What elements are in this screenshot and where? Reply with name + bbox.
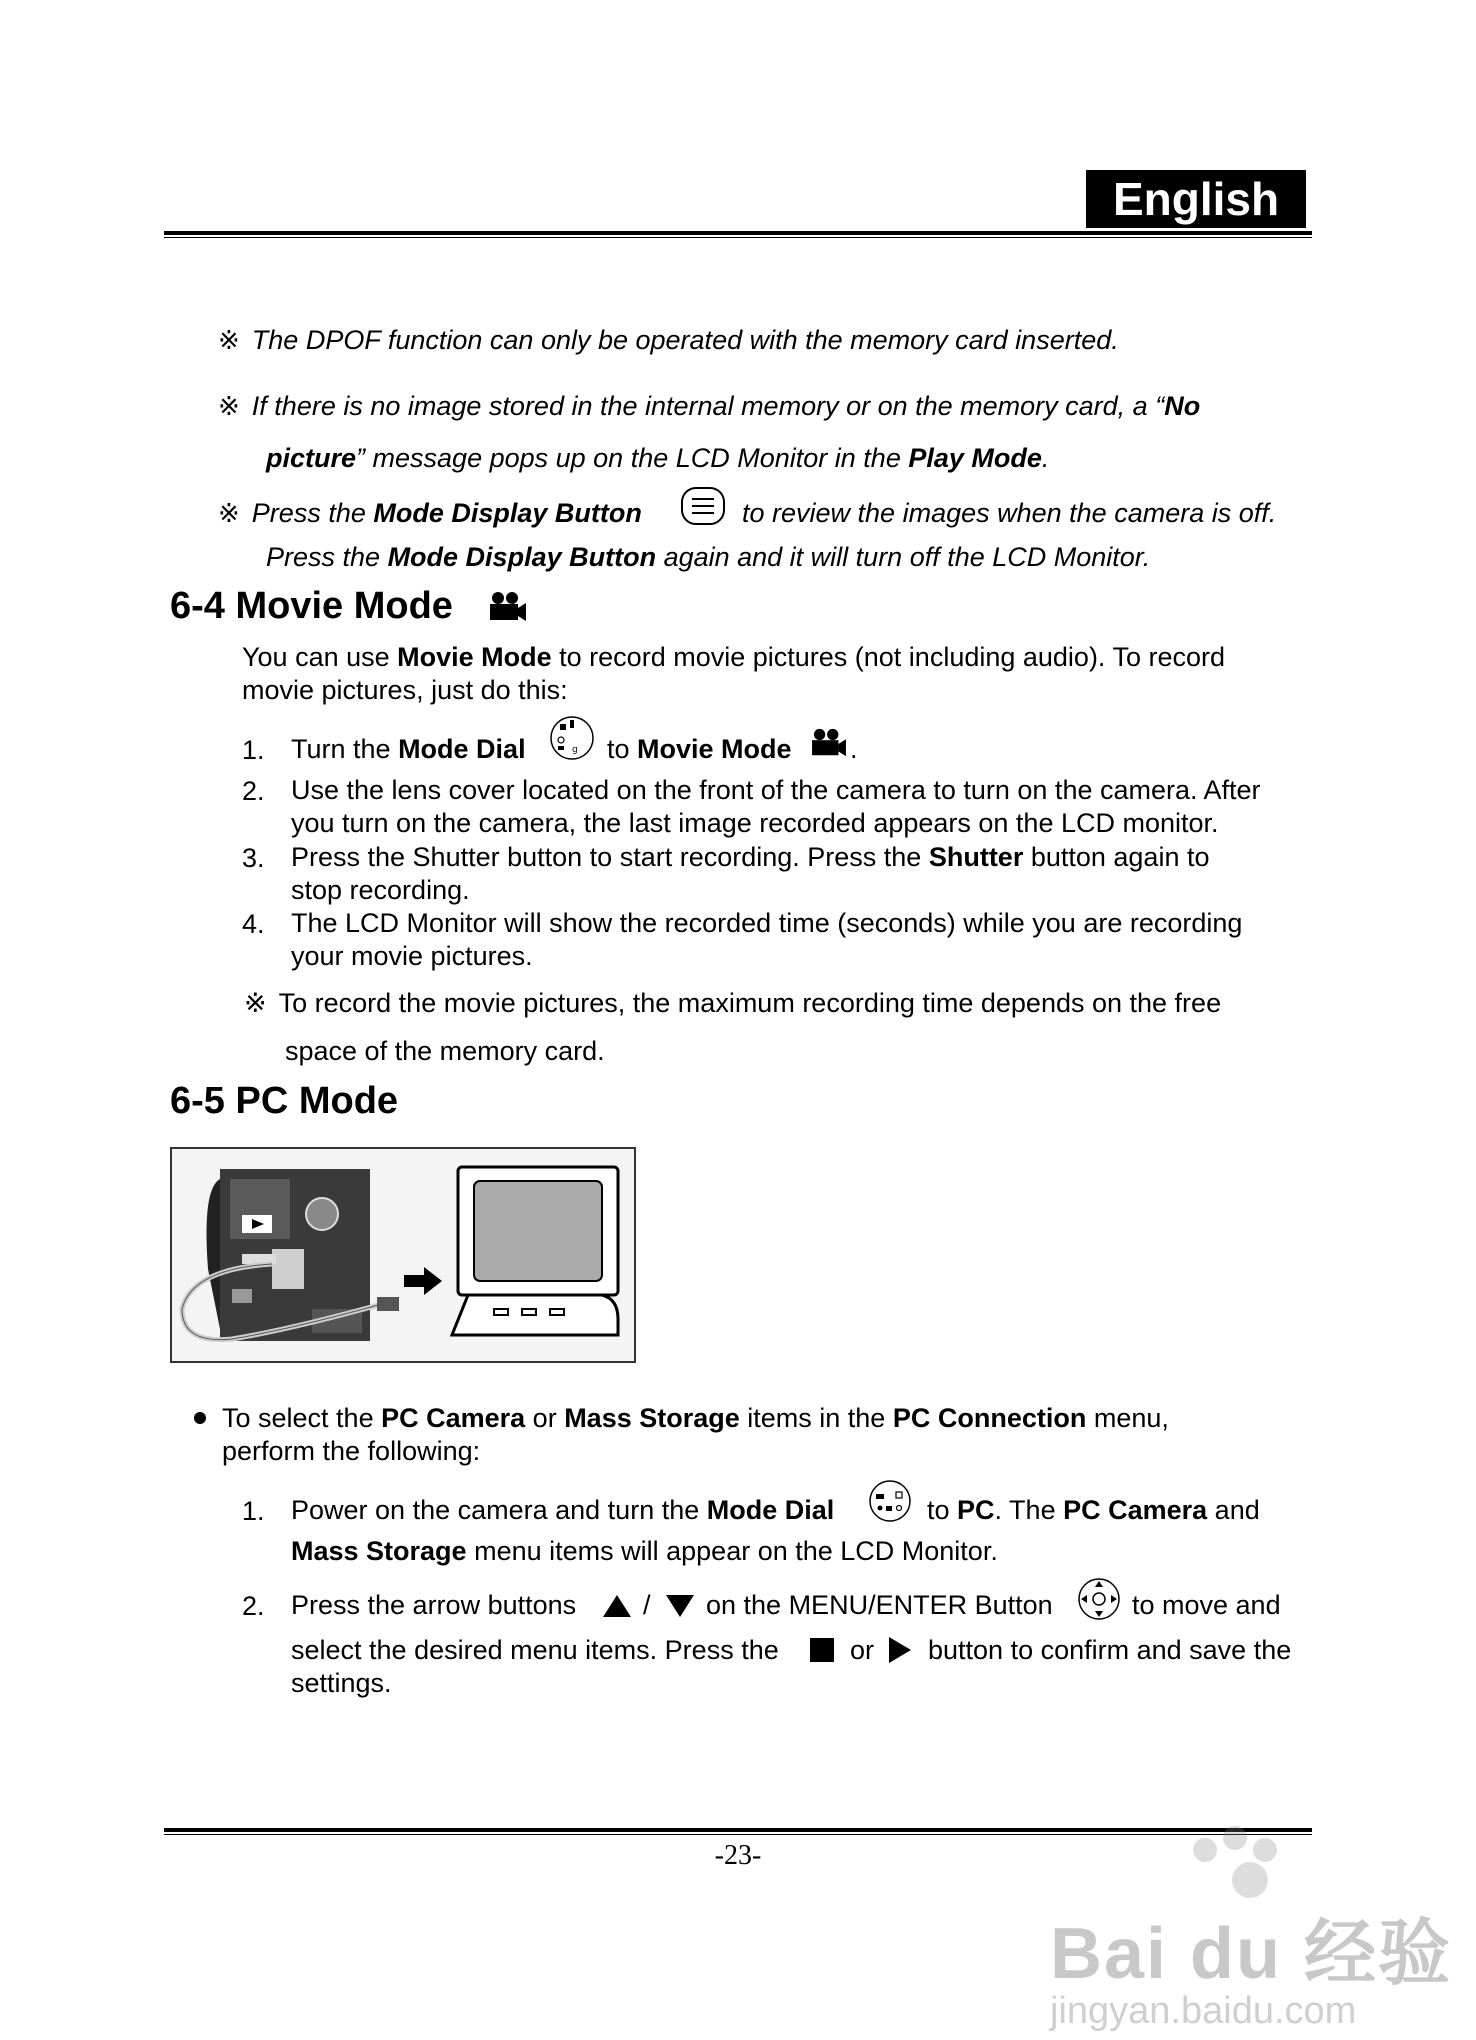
mode-dial-icon [866, 1478, 914, 1529]
section-heading-movie-mode: 6-4 Movie Mode [170, 585, 453, 627]
header-rule [164, 231, 1312, 235]
note-dpof: ※ The DPOF function can only be operated with the memory card inserted. [218, 325, 1119, 355]
svg-text:g: g [572, 745, 578, 755]
movie-step-2-line1: Use the lens cover located on the front of the camera to turn on the camera. After [291, 775, 1261, 805]
pc-step-2-line2-a: select the desired menu items. Press the [291, 1635, 779, 1665]
pc-bullet-line2: perform the following: [222, 1436, 481, 1466]
pc-step-number: 1. [242, 1496, 265, 1526]
movie-step-3-line1: Press the Shutter button to start recording. Press the Shutter button again to [291, 842, 1210, 872]
movie-step-1-text-end: to Movie Mode [607, 734, 792, 764]
header-rule-thin [164, 237, 1312, 238]
movie-note-line1: ※ To record the movie pictures, the maximum recording time depends on the free [244, 988, 1222, 1018]
movie-camera-icon [810, 727, 848, 764]
movie-step-1-text: Turn the Mode Dial [291, 734, 526, 764]
movie-step-number: 1. [242, 735, 265, 765]
movie-step-4-line1: The LCD Monitor will show the recorded time (seconds) while you are recording [291, 908, 1243, 938]
pc-step-1-line2: Mass Storage menu items will appear on the LCD Monitor. [291, 1536, 998, 1566]
pc-step-number: 2. [242, 1591, 265, 1621]
movie-step-3-line2: stop recording. [291, 875, 470, 905]
language-badge: English [1086, 170, 1306, 228]
menu-enter-button-icon [1076, 1576, 1122, 1627]
movie-step-number: 2. [242, 776, 265, 806]
pc-step-1-line1-end: to PC. The PC Camera and [927, 1495, 1260, 1525]
pc-step-1-line1: Power on the camera and turn the Mode Dial [291, 1495, 835, 1525]
right-arrow-icon [888, 1636, 912, 1669]
pc-step-2-text-c: on the MENU/ENTER Button [706, 1590, 1053, 1620]
section-heading-pc-mode: 6-5 PC Mode [170, 1080, 399, 1122]
note-mode-display-line2: Press the Mode Display Button again and it will turn off the LCD Monitor. [266, 542, 1151, 572]
up-arrow-icon [602, 1594, 632, 1623]
movie-intro-line2: movie pictures, just do this: [242, 675, 568, 705]
movie-intro-line1: You can use Movie Mode to record movie pictures (not including audio). To record [242, 642, 1225, 672]
pc-step-2-slash: / [643, 1590, 651, 1620]
pc-step-2-text-d: to move and [1132, 1590, 1281, 1620]
page-number: -23- [714, 1840, 762, 1871]
pc-step-2-line2-or: or [850, 1635, 875, 1665]
camera-to-pc-illustration [170, 1147, 636, 1363]
note-no-picture-line1: ※ If there is no image stored in the internal memory or on the memory card, a “No [218, 391, 1201, 421]
note-no-picture-line2: picture” message pops up on the LCD Monitor in the Play Mode. [266, 443, 1050, 473]
down-arrow-icon [665, 1594, 695, 1623]
pc-step-2-line3: settings. [291, 1668, 392, 1698]
reference-mark-icon: ※ [218, 325, 240, 355]
square-button-icon [810, 1638, 834, 1662]
movie-step-1-period: . [850, 734, 858, 764]
reference-mark-icon: ※ [244, 988, 267, 1018]
movie-note-line2: space of the memory card. [285, 1036, 605, 1066]
movie-step-number: 4. [242, 909, 265, 939]
reference-mark-icon: ※ [218, 498, 240, 528]
movie-camera-icon [488, 590, 528, 629]
movie-step-2-line2: you turn on the camera, the last image recorded appears on the LCD monitor. [291, 808, 1219, 838]
pc-step-2-line2-c: button to confirm and save the [928, 1635, 1292, 1665]
reference-mark-icon: ※ [218, 391, 240, 421]
mode-dial-icon [548, 712, 596, 769]
pc-bullet-line1: To select the PC Camera or Mass Storage items in the PC Connection menu, [222, 1403, 1169, 1433]
movie-step-number: 3. [242, 843, 265, 873]
bullet-point [194, 1412, 206, 1424]
note-mode-display-line1: ※ Press the Mode Display Button [218, 498, 642, 528]
watermark-logo: Bai du 经验 [1050, 1914, 1453, 1994]
note-mode-display-line1-end: to review the images when the camera is off. [742, 498, 1277, 528]
movie-step-4-line2: your movie pictures. [291, 941, 533, 971]
pc-step-2-text-a: Press the arrow buttons [291, 1590, 577, 1620]
mode-display-button-icon [680, 486, 726, 531]
watermark-url: jingyan.baidu.com [1050, 1990, 1357, 2032]
